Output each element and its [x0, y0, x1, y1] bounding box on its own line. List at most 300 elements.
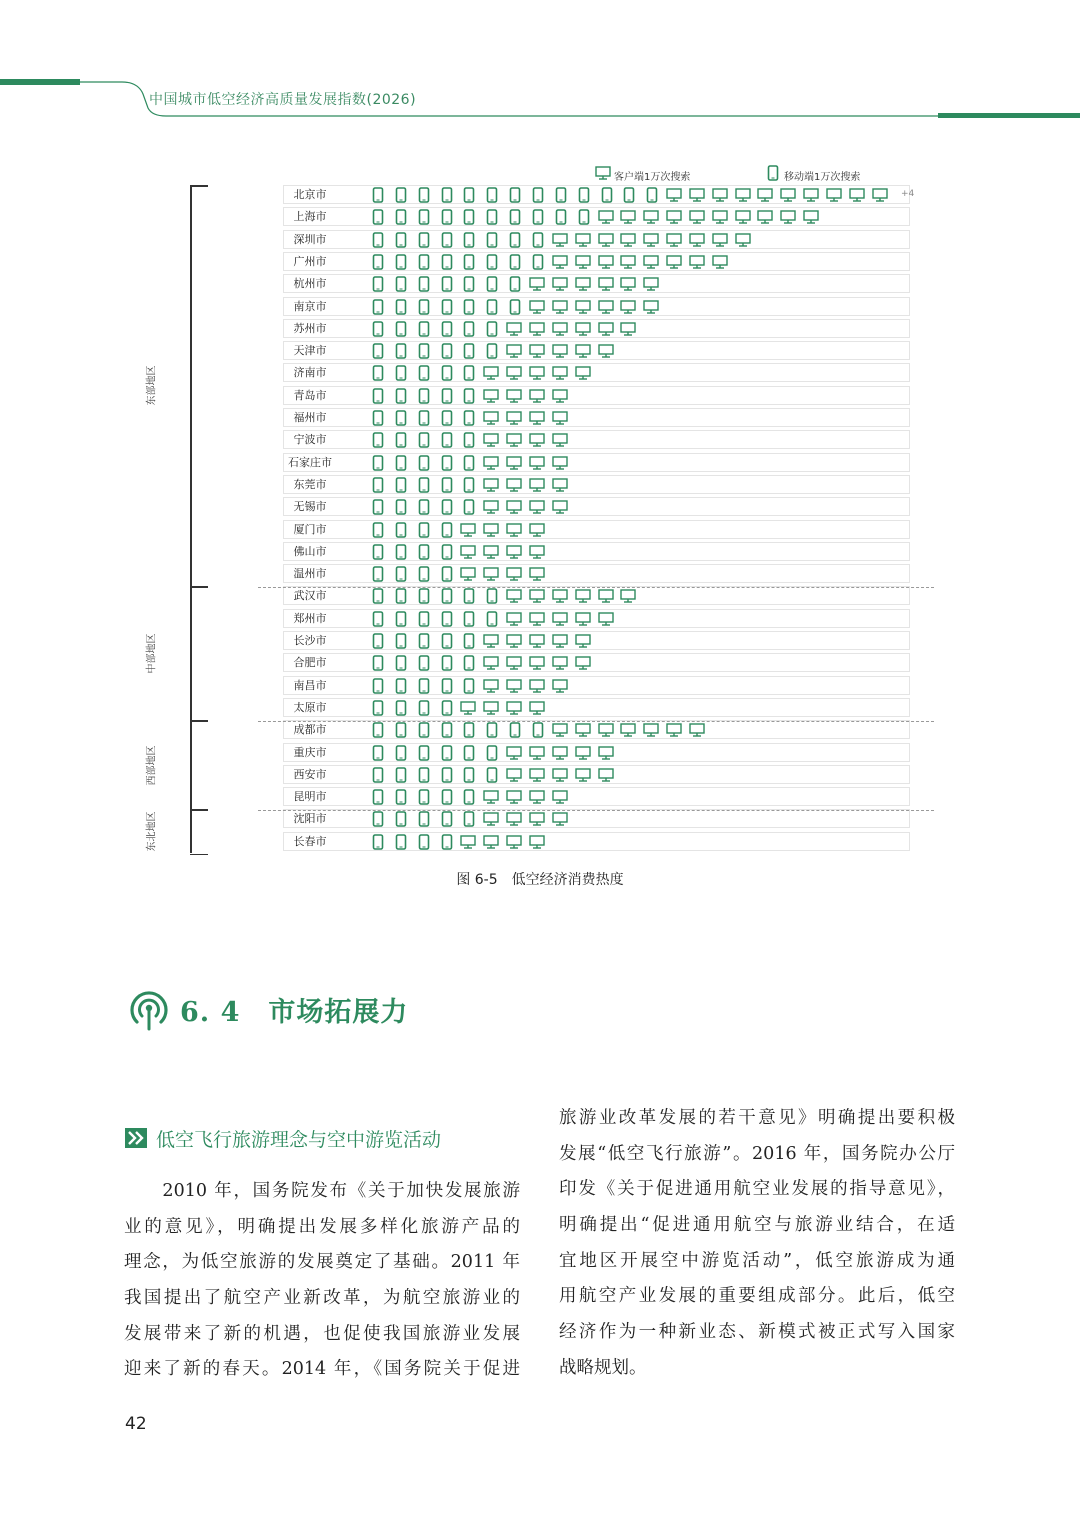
mobile-phone-icon	[395, 566, 407, 582]
desktop-monitor-icon	[620, 255, 636, 269]
desktop-monitor-icon	[598, 746, 614, 760]
mobile-phone-icon	[418, 499, 430, 515]
desktop-monitor-icon	[529, 344, 545, 358]
desktop-monitor-icon	[552, 411, 568, 425]
desktop-monitor-icon	[552, 277, 568, 291]
mobile-phone-icon	[395, 343, 407, 359]
mobile-phone-icon	[601, 187, 613, 203]
desktop-monitor-icon	[483, 366, 499, 380]
mobile-phone-icon	[509, 209, 521, 225]
mobile-phone-icon	[418, 410, 430, 426]
mobile-phone-icon	[441, 834, 453, 850]
desktop-monitor-icon	[483, 790, 499, 804]
mobile-phone-icon	[463, 209, 475, 225]
signal-location-icon	[124, 984, 174, 1034]
mobile-phone-icon	[418, 455, 430, 471]
mobile-phone-icon	[395, 432, 407, 448]
mobile-phone-icon	[395, 254, 407, 270]
mobile-phone-icon	[418, 811, 430, 827]
city-label: 苏州市	[293, 321, 327, 335]
region-bracket	[190, 720, 192, 809]
desktop-monitor-icon	[643, 300, 659, 314]
mobile-phone-icon	[441, 477, 453, 493]
region-bracket	[190, 586, 192, 719]
body-line: 印发《关于促进通用航空业发展的指导意见》，	[559, 1179, 955, 1200]
mobile-phone-icon	[395, 477, 407, 493]
mobile-phone-icon	[372, 276, 384, 292]
desktop-monitor-icon	[506, 500, 522, 514]
city-label: 温州市	[293, 567, 327, 581]
region-bracket-tick	[190, 586, 208, 588]
mobile-phone-icon	[395, 232, 407, 248]
mobile-phone-icon	[372, 678, 384, 694]
mobile-phone-icon	[463, 276, 475, 292]
desktop-monitor-icon	[552, 344, 568, 358]
mobile-phone-icon	[441, 432, 453, 448]
desktop-monitor-icon	[506, 567, 522, 581]
desktop-monitor-icon	[620, 723, 636, 737]
mobile-phone-icon	[509, 299, 521, 315]
desktop-monitor-icon	[803, 210, 819, 224]
mobile-phone-icon	[441, 811, 453, 827]
desktop-monitor-icon	[575, 255, 591, 269]
desktop-monitor-icon	[483, 656, 499, 670]
mobile-phone-icon	[441, 522, 453, 538]
mobile-phone-icon	[463, 432, 475, 448]
desktop-monitor-icon	[529, 411, 545, 425]
city-label: 深圳市	[293, 232, 327, 246]
mobile-phone-icon	[395, 655, 407, 671]
region-bracket	[190, 809, 192, 853]
desktop-monitor-icon	[506, 589, 522, 603]
desktop-monitor-icon	[529, 812, 545, 826]
desktop-monitor-icon	[529, 523, 545, 537]
desktop-monitor-icon	[552, 389, 568, 403]
desktop-monitor-icon	[552, 768, 568, 782]
region-separator	[258, 721, 934, 722]
region-label: 东北地区	[146, 811, 158, 852]
city-label: 南昌市	[293, 678, 327, 692]
mobile-phone-icon	[441, 321, 453, 337]
body-line: 迎来了新的春天。2014 年，《国务院关于促进	[124, 1359, 520, 1380]
body-line: 我国提出了航空产业新改革，为航空旅游业的	[124, 1288, 520, 1309]
desktop-monitor-icon	[529, 589, 545, 603]
mobile-phone-icon	[486, 321, 498, 337]
mobile-phone-icon	[372, 522, 384, 538]
region-separator	[258, 810, 934, 811]
desktop-monitor-icon	[598, 768, 614, 782]
desktop-monitor-icon	[529, 634, 545, 648]
desktop-monitor-icon	[712, 210, 728, 224]
mobile-phone-icon	[372, 700, 384, 716]
mobile-phone-icon	[463, 499, 475, 515]
mobile-phone-icon	[418, 209, 430, 225]
mobile-phone-icon	[463, 232, 475, 248]
desktop-monitor-icon	[483, 389, 499, 403]
desktop-monitor-icon	[826, 188, 842, 202]
city-label: 重庆市	[293, 745, 327, 759]
mobile-phone-icon	[418, 432, 430, 448]
desktop-monitor-icon	[666, 723, 682, 737]
city-label: 西安市	[293, 767, 327, 781]
mobile-phone-icon	[418, 834, 430, 850]
city-label: 南京市	[293, 299, 327, 313]
body-paragraph-right	[559, 1101, 955, 1387]
mobile-phone-icon	[463, 811, 475, 827]
mobile-phone-icon	[418, 767, 430, 783]
mobile-phone-icon	[372, 410, 384, 426]
region-label: 中部地区	[146, 633, 158, 674]
desktop-monitor-icon	[689, 233, 705, 247]
desktop-monitor-icon	[529, 456, 545, 470]
desktop-monitor-icon	[552, 300, 568, 314]
mobile-phone-icon	[395, 388, 407, 404]
desktop-monitor-icon	[552, 723, 568, 737]
region-label: 西部地区	[146, 745, 158, 786]
desktop-monitor-icon	[529, 545, 545, 559]
mobile-phone-icon	[395, 811, 407, 827]
desktop-monitor-icon	[575, 366, 591, 380]
mobile-phone-icon	[532, 722, 544, 738]
mobile-phone-icon	[372, 811, 384, 827]
mobile-phone-icon	[395, 789, 407, 805]
desktop-monitor-icon	[575, 300, 591, 314]
mobile-phone-icon	[395, 745, 407, 761]
mobile-phone-icon	[418, 544, 430, 560]
region-bracket-tick	[190, 185, 208, 187]
mobile-phone-icon	[372, 745, 384, 761]
mobile-phone-icon	[463, 745, 475, 761]
desktop-monitor-icon	[529, 322, 545, 336]
desktop-monitor-icon	[735, 210, 751, 224]
city-label: 长沙市	[293, 634, 327, 647]
desktop-monitor-icon	[529, 746, 545, 760]
desktop-monitor-icon	[552, 233, 568, 247]
mobile-phone-icon	[372, 834, 384, 850]
city-label: 郑州市	[293, 611, 327, 625]
desktop-monitor-icon	[460, 523, 476, 537]
desktop-monitor-icon	[712, 188, 728, 202]
desktop-monitor-icon	[552, 500, 568, 514]
mobile-phone-icon	[418, 611, 430, 627]
mobile-phone-icon	[441, 209, 453, 225]
mobile-phone-icon	[486, 611, 498, 627]
mobile-phone-icon	[486, 276, 498, 292]
desktop-monitor-icon	[506, 835, 522, 849]
mobile-phone-icon	[418, 700, 430, 716]
mobile-phone-icon	[372, 388, 384, 404]
desktop-monitor-icon	[575, 612, 591, 626]
city-label: 天津市	[293, 344, 327, 358]
mobile-phone-icon	[441, 722, 453, 738]
mobile-phone-icon	[395, 187, 407, 203]
desktop-monitor-icon	[735, 188, 751, 202]
mobile-phone-icon	[441, 588, 453, 604]
mobile-phone-icon	[441, 767, 453, 783]
mobile-phone-icon	[395, 678, 407, 694]
desktop-monitor-icon	[483, 567, 499, 581]
mobile-phone-icon	[532, 254, 544, 270]
desktop-monitor-icon	[460, 567, 476, 581]
desktop-monitor-icon	[506, 344, 522, 358]
mobile-phone-icon	[372, 544, 384, 560]
desktop-monitor-icon	[506, 790, 522, 804]
mobile-phone-icon	[372, 611, 384, 627]
mobile-phone-icon	[372, 432, 384, 448]
mobile-phone-icon	[418, 678, 430, 694]
mobile-phone-icon	[418, 187, 430, 203]
mobile-phone-icon	[418, 276, 430, 292]
desktop-monitor-icon	[483, 835, 499, 849]
mobile-phone-icon	[372, 477, 384, 493]
mobile-phone-icon	[463, 588, 475, 604]
desktop-monitor-icon	[598, 255, 614, 269]
mobile-phone-icon	[463, 678, 475, 694]
desktop-monitor-icon	[575, 656, 591, 670]
desktop-monitor-icon	[575, 768, 591, 782]
desktop-monitor-icon	[552, 478, 568, 492]
mobile-phone-icon	[463, 611, 475, 627]
mobile-phone-icon	[372, 633, 384, 649]
city-label: 太原市	[293, 700, 327, 714]
desktop-monitor-icon	[552, 634, 568, 648]
mobile-phone-icon	[441, 499, 453, 515]
mobile-phone-icon	[395, 365, 407, 381]
desktop-monitor-icon	[598, 322, 614, 336]
desktop-monitor-icon	[575, 277, 591, 291]
desktop-monitor-icon	[506, 456, 522, 470]
mobile-phone-icon	[441, 365, 453, 381]
mobile-phone-icon	[463, 365, 475, 381]
desktop-monitor-icon	[460, 701, 476, 715]
mobile-phone-icon	[418, 722, 430, 738]
running-header-title: 中国城市低空经济高质量发展指数(2026)	[149, 92, 417, 108]
desktop-monitor-icon	[643, 723, 659, 737]
desktop-monitor-icon	[529, 612, 545, 626]
desktop-monitor-icon	[598, 612, 614, 626]
city-label: 广州市	[293, 254, 327, 268]
desktop-monitor-icon	[780, 188, 796, 202]
desktop-monitor-icon	[506, 433, 522, 447]
desktop-monitor-icon	[598, 589, 614, 603]
desktop-monitor-icon	[506, 523, 522, 537]
city-label: 昆明市	[293, 790, 327, 804]
mobile-phone-icon	[372, 232, 384, 248]
desktop-monitor-icon	[529, 478, 545, 492]
mobile-phone-icon	[463, 655, 475, 671]
desktop-monitor-icon	[529, 768, 545, 782]
mobile-phone-icon	[372, 209, 384, 225]
body-line: 理念，为低空旅游的发展奠定了基础。2011 年	[124, 1252, 520, 1273]
desktop-monitor-icon	[575, 589, 591, 603]
desktop-monitor-icon	[552, 656, 568, 670]
desktop-monitor-icon	[529, 679, 545, 693]
desktop-monitor-icon	[620, 277, 636, 291]
mobile-phone-icon	[578, 187, 590, 203]
desktop-monitor-icon	[529, 366, 545, 380]
desktop-monitor-icon	[483, 433, 499, 447]
mobile-phone-icon	[372, 187, 384, 203]
desktop-monitor-icon	[712, 255, 728, 269]
desktop-monitor-icon	[689, 210, 705, 224]
legend-mobile-label: 移动端1万次搜索	[784, 172, 861, 183]
mobile-phone-icon	[372, 254, 384, 270]
mobile-phone-icon	[418, 477, 430, 493]
desktop-monitor-icon	[620, 300, 636, 314]
mobile-phone-icon	[395, 722, 407, 738]
desktop-monitor-icon	[598, 233, 614, 247]
mobile-phone-icon	[395, 410, 407, 426]
mobile-phone-icon	[418, 232, 430, 248]
mobile-phone-icon	[441, 343, 453, 359]
mobile-phone-icon	[486, 299, 498, 315]
desktop-monitor-icon	[506, 768, 522, 782]
desktop-monitor-icon	[803, 188, 819, 202]
mobile-phone-icon	[441, 655, 453, 671]
mobile-phone-icon	[486, 767, 498, 783]
region-bracket-tick	[190, 720, 208, 722]
mobile-phone-icon	[372, 767, 384, 783]
desktop-monitor-icon	[552, 433, 568, 447]
desktop-monitor-icon	[689, 723, 705, 737]
desktop-monitor-icon	[666, 188, 682, 202]
desktop-monitor-icon	[620, 210, 636, 224]
mobile-phone-icon	[486, 254, 498, 270]
mobile-phone-icon	[372, 321, 384, 337]
mobile-phone-icon	[418, 299, 430, 315]
city-label: 无锡市	[293, 500, 327, 514]
city-label: 沈阳市	[293, 812, 327, 826]
mobile-phone-icon	[418, 365, 430, 381]
body-line: 宜地区开展空中游览活动”，低空旅游成为通	[559, 1250, 955, 1271]
mobile-phone-icon	[395, 633, 407, 649]
mobile-phone-icon	[395, 299, 407, 315]
desktop-monitor-icon	[529, 500, 545, 514]
desktop-monitor-icon	[552, 255, 568, 269]
mobile-phone-icon	[418, 655, 430, 671]
mobile-phone-icon	[509, 254, 521, 270]
mobile-phone-icon	[418, 321, 430, 337]
desktop-monitor-icon	[483, 812, 499, 826]
city-label: 佛山市	[293, 544, 327, 558]
mobile-phone-icon	[441, 566, 453, 582]
body-line: 旅游业改革发展的若干意见》明确提出要积极	[559, 1108, 955, 1128]
mobile-phone-icon	[555, 209, 567, 225]
desktop-monitor-icon	[643, 255, 659, 269]
mobile-phone-icon	[463, 477, 475, 493]
desktop-monitor-icon	[529, 433, 545, 447]
mobile-phone-icon	[372, 588, 384, 604]
mobile-phone-icon	[646, 187, 658, 203]
region-label: 东部地区	[146, 365, 158, 406]
desktop-monitor-icon	[460, 545, 476, 559]
city-label: 武汉市	[293, 589, 327, 603]
mobile-phone-icon	[486, 209, 498, 225]
desktop-monitor-icon	[506, 746, 522, 760]
desktop-monitor-icon	[529, 835, 545, 849]
mobile-phone-icon	[555, 187, 567, 203]
mobile-phone-icon	[441, 254, 453, 270]
city-label: 石家庄市	[288, 455, 332, 469]
desktop-monitor-icon	[552, 366, 568, 380]
mobile-phone-icon	[441, 789, 453, 805]
figure-caption: 图 6-5 低空经济消费热度	[456, 872, 624, 888]
desktop-monitor-icon	[598, 277, 614, 291]
mobile-phone-icon	[372, 566, 384, 582]
body-line: 发展带来了新的机遇，也促使我国旅游业发展	[124, 1323, 520, 1344]
desktop-monitor-icon	[483, 456, 499, 470]
desktop-monitor-icon	[598, 210, 614, 224]
city-label: 合肥市	[293, 656, 327, 670]
desktop-monitor-icon	[575, 322, 591, 336]
mobile-phone-icon	[395, 276, 407, 292]
mobile-phone-icon	[441, 700, 453, 716]
mobile-phone-icon	[463, 187, 475, 203]
city-label: 青岛市	[293, 388, 327, 402]
mobile-phone-icon	[418, 343, 430, 359]
mobile-phone-icon	[463, 767, 475, 783]
mobile-phone-icon	[509, 276, 521, 292]
mobile-phone-icon	[395, 455, 407, 471]
body-line: 发展“低空飞行旅游”。2016 年，国务院办公厅	[559, 1143, 955, 1164]
mobile-phone-icon	[441, 611, 453, 627]
city-label: 厦门市	[293, 522, 327, 536]
desktop-monitor-icon	[849, 188, 865, 202]
mobile-phone-icon	[372, 299, 384, 315]
section-title: 6. 4 市场拓展力	[180, 997, 409, 1028]
city-label: 长春市	[293, 834, 327, 848]
mobile-phone-icon	[418, 633, 430, 649]
desktop-monitor-icon	[483, 634, 499, 648]
mobile-phone-icon	[441, 187, 453, 203]
desktop-monitor-icon	[872, 188, 888, 202]
mobile-phone-icon	[372, 365, 384, 381]
mobile-phone-icon	[532, 187, 544, 203]
mobile-phone-icon	[486, 187, 498, 203]
mobile-phone-icon	[486, 588, 498, 604]
mobile-phone-icon	[463, 410, 475, 426]
mobile-phone-icon	[486, 232, 498, 248]
desktop-monitor-icon	[529, 701, 545, 715]
desktop-monitor-icon	[780, 210, 796, 224]
desktop-monitor-icon	[689, 188, 705, 202]
desktop-monitor-icon	[483, 679, 499, 693]
city-label: 福州市	[293, 411, 327, 424]
mobile-phone-icon	[418, 522, 430, 538]
body-line: 经济作为一种新业态、新模式被正式写入国家	[559, 1322, 955, 1343]
desktop-monitor-icon	[483, 701, 499, 715]
desktop-monitor-icon	[575, 344, 591, 358]
mobile-phone-icon	[441, 232, 453, 248]
mobile-phone-icon	[623, 187, 635, 203]
region-bracket	[190, 185, 192, 586]
mobile-phone-icon	[418, 566, 430, 582]
desktop-monitor-icon	[666, 210, 682, 224]
mobile-phone-icon	[441, 276, 453, 292]
desktop-monitor-icon	[506, 656, 522, 670]
city-label: 宁波市	[293, 433, 327, 447]
desktop-monitor-icon	[552, 589, 568, 603]
region-bracket-tick	[190, 809, 208, 811]
subsection-heading: 低空飞行旅游理念与空中游览活动	[156, 1129, 442, 1151]
city-label: 北京市	[293, 188, 327, 201]
desktop-monitor-icon	[620, 589, 636, 603]
mobile-phone-icon	[395, 611, 407, 627]
desktop-monitor-icon	[598, 723, 614, 737]
mobile-phone-icon	[395, 321, 407, 337]
mobile-phone-icon	[395, 522, 407, 538]
desktop-monitor-icon	[506, 679, 522, 693]
